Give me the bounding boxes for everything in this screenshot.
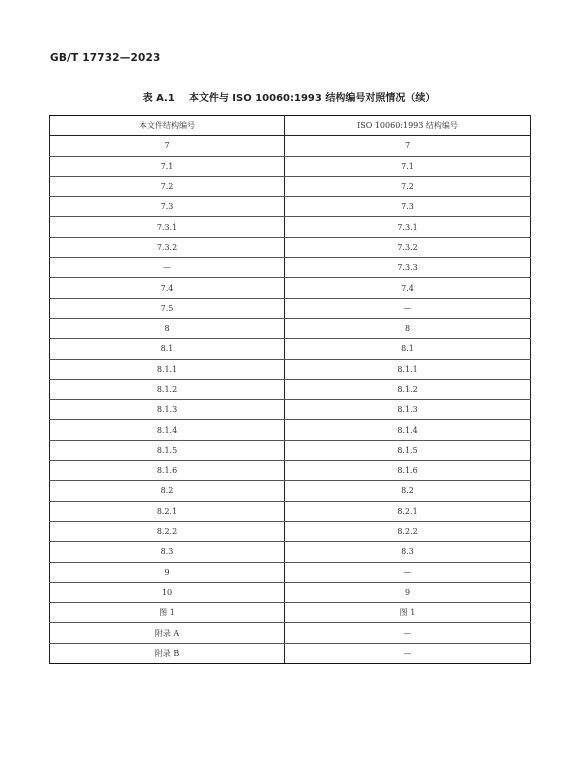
cell-this-document: 10 bbox=[50, 582, 285, 602]
cell-this-document: 附录 A bbox=[50, 623, 285, 643]
cell-this-document: 7.1 bbox=[50, 156, 285, 176]
cell-iso: 8.1.6 bbox=[285, 461, 531, 481]
cell-iso: 8.1.5 bbox=[285, 440, 531, 460]
cell-this-document: — bbox=[50, 258, 285, 278]
cell-iso: 8.1.3 bbox=[285, 400, 531, 420]
table-row bbox=[50, 379, 531, 399]
cell-this-document: 7.3.2 bbox=[50, 237, 285, 257]
table-row bbox=[50, 136, 531, 156]
table-row bbox=[50, 461, 531, 481]
table-row bbox=[50, 318, 531, 338]
cell-iso: 7.1 bbox=[285, 156, 531, 176]
table-row bbox=[50, 481, 531, 501]
table-row bbox=[50, 623, 531, 643]
cell-this-document: 8.2 bbox=[50, 481, 285, 501]
cell-iso: 8.2.1 bbox=[285, 501, 531, 521]
cell-iso: 7 bbox=[285, 136, 531, 156]
cell-iso: — bbox=[285, 562, 531, 582]
cell-this-document: 9 bbox=[50, 562, 285, 582]
cell-this-document: 8.3 bbox=[50, 542, 285, 562]
cell-this-document: 7.2 bbox=[50, 176, 285, 196]
table-row bbox=[50, 603, 531, 623]
cell-iso: — bbox=[285, 643, 531, 663]
table-row bbox=[50, 176, 531, 196]
cell-iso: 8.1.4 bbox=[285, 420, 531, 440]
table-row bbox=[50, 562, 531, 582]
column-header-this-document: 本文件结构编号 bbox=[50, 116, 285, 136]
cell-iso: 7.4 bbox=[285, 278, 531, 298]
cell-iso: 9 bbox=[285, 582, 531, 602]
cell-this-document: 图 1 bbox=[50, 603, 285, 623]
cell-this-document: 7.3 bbox=[50, 197, 285, 217]
cell-this-document: 7.4 bbox=[50, 278, 285, 298]
table-row bbox=[50, 278, 531, 298]
cell-this-document: 8.1 bbox=[50, 339, 285, 359]
cell-iso: 8.1.2 bbox=[285, 379, 531, 399]
cell-this-document: 7.5 bbox=[50, 298, 285, 318]
table-row bbox=[50, 542, 531, 562]
cell-iso: 7.2 bbox=[285, 176, 531, 196]
cell-iso: 8.3 bbox=[285, 542, 531, 562]
table-row bbox=[50, 156, 531, 176]
cell-this-document: 8.1.4 bbox=[50, 420, 285, 440]
cell-iso: 8.2 bbox=[285, 481, 531, 501]
cell-this-document: 8.2.2 bbox=[50, 521, 285, 541]
cell-iso: 8.1 bbox=[285, 339, 531, 359]
cell-this-document: 7.3.1 bbox=[50, 217, 285, 237]
table-row bbox=[50, 501, 531, 521]
cell-this-document: 8.1.2 bbox=[50, 379, 285, 399]
column-header-iso: ISO 10060:1993 结构编号 bbox=[285, 116, 531, 136]
table-row bbox=[50, 217, 531, 237]
table-row bbox=[50, 643, 531, 663]
cell-iso: 7.3.2 bbox=[285, 237, 531, 257]
table-header-row bbox=[50, 116, 531, 136]
cell-iso: — bbox=[285, 623, 531, 643]
structure-comparison-table bbox=[49, 115, 531, 664]
table-row bbox=[50, 339, 531, 359]
table-body bbox=[50, 136, 531, 664]
cell-iso: 7.3.3 bbox=[285, 258, 531, 278]
table-row bbox=[50, 440, 531, 460]
cell-iso: 8 bbox=[285, 318, 531, 338]
table-row bbox=[50, 258, 531, 278]
table-row bbox=[50, 521, 531, 541]
table-row bbox=[50, 359, 531, 379]
cell-this-document: 8.1.5 bbox=[50, 440, 285, 460]
cell-iso: — bbox=[285, 298, 531, 318]
cell-this-document: 附录 B bbox=[50, 643, 285, 663]
cell-iso: 8.1.1 bbox=[285, 359, 531, 379]
table-row bbox=[50, 197, 531, 217]
table-number: 表 A.1 bbox=[142, 93, 175, 104]
table-row bbox=[50, 237, 531, 257]
standard-code: GB/T 17732—2023 bbox=[50, 52, 161, 64]
cell-iso: 图 1 bbox=[285, 603, 531, 623]
cell-this-document: 8.1.3 bbox=[50, 400, 285, 420]
table-row bbox=[50, 298, 531, 318]
table-title bbox=[0, 89, 578, 104]
cell-iso: 7.3 bbox=[285, 197, 531, 217]
cell-iso: 8.2.2 bbox=[285, 521, 531, 541]
table-row bbox=[50, 400, 531, 420]
cell-this-document: 8.1.6 bbox=[50, 461, 285, 481]
cell-this-document: 7 bbox=[50, 136, 285, 156]
table-row bbox=[50, 582, 531, 602]
cell-this-document: 8 bbox=[50, 318, 285, 338]
cell-iso: 7.3.1 bbox=[285, 217, 531, 237]
cell-this-document: 8.1.1 bbox=[50, 359, 285, 379]
table-row bbox=[50, 420, 531, 440]
cell-this-document: 8.2.1 bbox=[50, 501, 285, 521]
table-caption: 本文件与 ISO 10060:1993 结构编号对照情况（续） bbox=[188, 93, 436, 104]
